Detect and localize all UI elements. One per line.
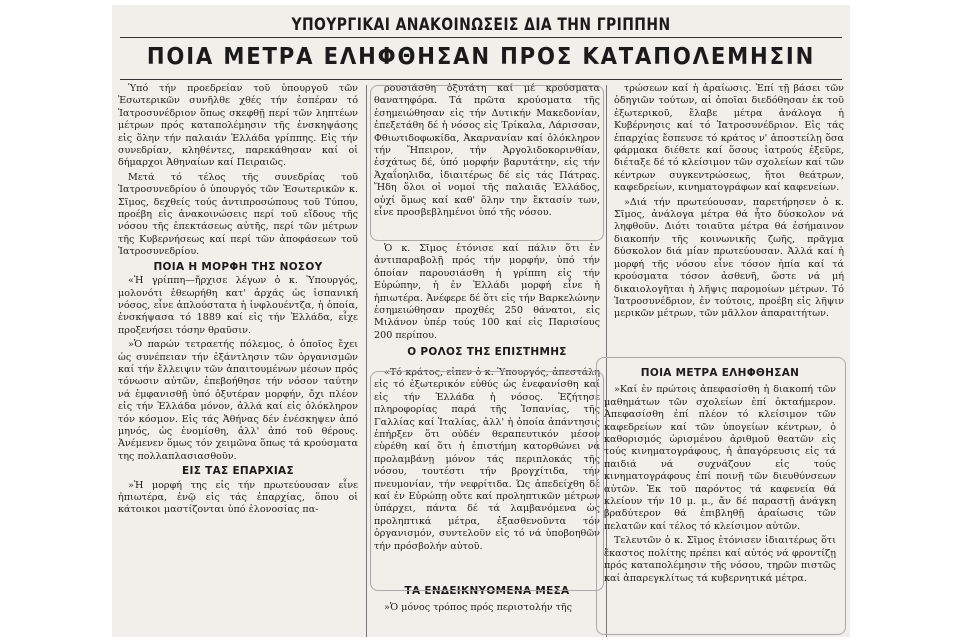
col2-middle-text bbox=[374, 243, 600, 359]
headline-ministerial-announcements: ΥΠΟΥΡΓΙΚΑΙ ΑΝΑΚΟΙΝΩΣΕΙΣ ΔΙΑ ΤΗΝ ΓΡΙΠΠΗΝ bbox=[291, 15, 671, 35]
highlight-box-col2-science bbox=[370, 371, 604, 591]
col1-paragraph-1: Ὑπό τήν προεδρείαν τοῦ ὑπουργοῦ τῶν Ἐσωτερικῶν συνῆλθε χθές τήν ἑσπέραν τό Ἰατροσυνέδριον ὅπως σκεφθῇ περί τῶν ληπτέων μέτρων πρός καταπολέμησιν τῆς ἐνσκηψάσης εἰς ὅλην τήν παλαιάν Ἑλλάδα γρίππης. Εἰς τήν συνεδρίαν, κληθέντες, παρεκάθησαν καί οἱ δήμαρχοι Ἀθηναίων καί Πειραιῶς. bbox=[118, 83, 358, 169]
col1-paragraph-4: »Ὁ παρών τετραετής πόλεμος, ὁ ὁποῖος ἔχει ὡς συνέπειαν τήν ἐξάντλησιν τῶν ὀργανισμῶν καί τήν ἔλλειψιν τῶν ἀπαιτουμένων μέσων πρός τόνωσιν αὐτῶν, ἐπεβοήθησε τήν νόσον ταύτην νά ἐμφανισθῇ ὑπό ὀξυτέραν μορφήν, ὄχι πλέον εἰς τήν Ἑλλάδα μόνον, ἀλλά καί εἰς ὁλόκληρον τόν κόσμον. Εἰς τάς Ἀθήνας δέν ἐνέσκηψεν ἀπό μηνός, ὡς ἐνομίσθη, ἀλλ' ἀπό τοῦ θέρους. Ἀνέμενεν ὅμως τόν χειμῶνα ὅπως τά κρούσματα της πολλαπλασιασθοῦν. bbox=[118, 339, 358, 462]
subheading-role-of-science: Ο ΡΟΛΟΣ ΤΗΣ ΕΠΙΣΤΗΜΗΣ bbox=[407, 346, 567, 359]
newspaper-page bbox=[112, 5, 850, 637]
subheading-form-of-disease: ΠΟΙΑ Η ΜΟΡΦΗ ΤΗΣ ΝΟΣΟΥ bbox=[153, 260, 323, 273]
subheading-indicated-means: ΤΑ ΕΝΔΕΙΚΝΥΟΜΕΝΑ ΜΕΣΑ bbox=[404, 585, 570, 597]
col1-paragraph-2: Μετά τό τέλος τῆς συνεδρίας τοῦ Ἰατροσυνεδρίου ὁ ὑπουργός τῶν Ἐσωτερικῶν κ. Σῖμος, δεχθείς τούς ἀντιπροσώπους τοῦ Τύπου, προέβη εἰς ἀνακοινώσεις περί τοῦ εἴδους τῆς νόσου τῆς ἐπεκτάσεως αὐτῆς, περί τῶν μέτρων τῆς Κυβερνήσεως καί περί τῶν ἀποφάσεων τοῦ Ἰατροσυνεδρίου. bbox=[118, 171, 358, 258]
highlight-box-col2-top bbox=[370, 85, 604, 241]
col1-paragraph-3: «Ἡ γρίππη—ἤρχισε λέγων ὁ κ. Ὑπουργός, μολονότι ἐθεωρήθη κατ' ἀρχάς ὡς ἱσπανική νόσος, εἶνε ἁπλούστατα ἡ ἰνφλουέντζα, ἡ ὁποία, ἐνσκήψασα τό 1889 καί εἰς τήν Ἑλλάδα, εἶχε προξενήσει τόσην θραῦσιν. bbox=[118, 275, 358, 336]
col2-paragraph-2: Ὁ κ. Σῖμος ἐτόνισε καί πάλιν ὅτι ἐν ἀντιπαραβολῇ πρός τήν μορφήν, ὑπό τήν ὁποίαν παρουσιάσθη ἡ γρίππη εἰς τήν Εὐρώπην, ἡ ἐν Ἑλλάδι μορφή εἶνε ἡ ἠπιωτέρα. Ἀνέφερε δέ ὅτι εἰς τήν Βαρκελώνην ἐσημειώθησαν προχθές 250 θάνατοι, εἰς Μιλάνον ὑπέρ τούς 100 καί εἰς Παρισίους 200 περίπου. bbox=[374, 243, 600, 341]
col3-paragraph-2: »Διά τήν πρωτεύουσαν, παρετήρησεν ὁ κ. Σῖμος, ἀνάλογα μέτρα θά ἦτο δύσκολον νά ληφθοῦν. Διότι τοιαῦτα μέτρα θά ἐσήμαινον διακοπήν τῆς κοινωνικῆς ζωῆς, πρᾶγμα δύσκολον διά μίαν πρωτεύουσαν. Ἀλλά καί ἡ μορφή τῆς νόσου εἶνε τόσον ἠπία καί τά κρούσματα τόσον ἀσθενῆ, ὥστε νά μή δικαιολογῆται ἡ λῆψις παρομοίων μέτρων. Τό Ἰατροσυνέδριον, ἐν τούτοις, προέβη εἰς λῆψιν μερικῶν μέτρων, τῶν μᾶλλον ἀπαραιτήτων. bbox=[614, 196, 844, 320]
box-paragraph-2: Τελευτῶν ὁ κ. Σῖμος ἐτόνισεν ἰδιαιτέρως ὅτι ἕκαστος πολίτης πρέπει καί αὐτός νά φροντίζῃ πρός καταπολέμησιν τῆς νόσου, τηρῶν πιστῶς καί ἀπαρεγκλίτως τά κυβερνητικά μέτρα. bbox=[604, 535, 836, 584]
header-divider-bottom bbox=[120, 79, 842, 80]
subheading-provinces: ΕΙΣ ΤΑΣ ΕΠΑΡΧΙΑΣ bbox=[182, 465, 294, 478]
column-divider-1 bbox=[366, 85, 367, 637]
box-paragraph-1: »Καί ἐν πρώτοις ἀπεφασίσθη ἡ διακοπή τῶν μαθημάτων τῶν σχολείων ἐπί ὀκταήμερον. Ἀπεφασίσθη ἐπί πλέον τό κλείσιμον τῶν καφεδρείων καί τῶν ὑπογείων κέντρων, ὁ καθορισμός ὡρισμένου ἀριθμοῦ θεατῶν εἰς τούς κινηματογράφους, ἡ ἀπαγόρευσις εἰς τά παιδιά νά συχνάζουν εἰς τούς κινηματογράφους ἐπί ποινῇ τῶν διευθύνσεων αὐτῶν. Ἐκ τοῦ παρόντος τά καφενεία θά κλείουν τήν 10 μ. μ., ἄν δέ παραστῇ ἀνάγκη βραδύτερον θά ἐπιβληθῇ ἀραίωσις τῶν πελατῶν καί τέλος τό κλείσιμον αὐτῶν. bbox=[604, 384, 836, 532]
header-divider-top bbox=[120, 37, 842, 38]
column-1 bbox=[118, 83, 358, 635]
col2-paragraph-1: ρουσιάσθη ὀξυτάτη καί μέ κρούσματα θανατηφόρα. Τά πρῶτα κρούσματα τῆς ἐσημειώθησαν εἰς τήν Δυτικήν Μακεδονίαν, ἐπεξετάθη δέ ἡ νόσος εἰς Τρίκαλα, Λάρισσαν, Φθιωτιδοφωκίδα, Ἀκαρνανίαν καί ὁλόκληρον τήν Ἤπειρον, τήν Ἀργολιδοκορινθίαν, ἐσχάτως δέ, ὑπό μορφήν βαρυτάτην, εἰς τήν Ἀχαΐοηλιδα, ἰδιαιτέρως δέ εἰς τάς Πάτρας. Ἤδη ὅλοι οἱ νομοί τῆς παλαιᾶς Ἑλλάδος, οὐχί ὅμως καί καθ' ὅλην την ἔκτασίν των, εἶνε προσβεβλημένοι ὑπό τῆς νόσου. bbox=[374, 83, 600, 219]
col1-paragraph-5: »Ἡ μορφή της εἰς τήν πρωτεύουσαν εἶνε ἠπιωτέρα, ἐνῷ εἰς τάς ἐπαρχίας, ὅπου οἱ κάτοικοι μαστίζονται ὑπό ἑλονοσίας πα- bbox=[118, 479, 358, 516]
measures-box-content bbox=[604, 363, 836, 629]
column-3 bbox=[614, 83, 844, 359]
col2-paragraph-4: »Ὁ μόνος τρόπος πρός περιστολήν τῆς bbox=[384, 602, 573, 614]
col3-paragraph-1: τρώσεων καί ἡ ἀραίωσις. Ἐπί τῇ βάσει τῶν ὁδηγιῶν τούτων, αἱ ὁποῖαι διεδόθησαν ἐκ τοῦ ἐξωτερικοῦ, ἔλαβε μέτρα ἀνάλογα ἡ Κυβέρνησις καί τό Ἰατροσυνέδριον. Εἰς τάς ἐπαρχίας ἔσπευσε τό κράτος ν' ἀποστείλῃ ὅσα φάρμακα διέθετε καί ὅσους ἰατρούς ἐξεῦρε, διέταξε δέ τό κλείσιμον τῶν σχολείων καί τῶν κέντρων συγκεντρώσεως, ἤτοι θεάτρων, καφεδρείων, κινηματογράφων καί καφενείων. bbox=[614, 83, 844, 194]
headline-measures-taken: ΠΟΙΑ ΜΕΤΡΑ ΕΛΗΦΘΗΣΑΝ ΠΡΟΣ ΚΑΤΑΠΟΛΕΜΗΣΙΝ bbox=[146, 44, 816, 70]
col2-paragraph-3: «Τό κράτος, εἶπεν ὁ κ. Ὑπουργός, ἀπεστάλη εἰς τό ἐξωτερικόν εὐθύς ὡς ἐνεφανίσθη καί εἰς τήν Ἑλλάδα ἡ νόσος. Ἐζήτησε πληροφορίας παρά τῆς Ἰσπανίας, τῆς Γαλλίας καί Ἰταλίας, ἀλλ' ἡ ὁποία ἀπάντησις ἐπήρξεν ὅτι οὐδέν θεραπευτικόν μέσον εὑρέθη καί ὅτι ἡ ἐπιστήμη κατορθώνει νά προλαμβάνῃ μόνον τάς περιπλοκάς τῆς νόσου, τουτέστι τήν βρογχίτιδα, τήν πνευμονίαν, τήν νεφρίτιδα. Ὡς ἀπεδείχθη δέ καί ἐν Εὐρώπῃ οὔτε καί προληπτικῶν μέτρων ὑπάρχει, πάντα δέ τά λαμβανόμενα ὡς προληπτικά μέτρα, ἐξασθενοῦντα τόν ὀργανισμόν, συντελοῦν εἰς τό νά ὑποβοηθῶν τήν πρόσβολήν αὐτοῦ. bbox=[374, 367, 600, 552]
box-title-measures-taken: ΠΟΙΑ ΜΕΤΡΑ ΕΛΗΦΘΗΣΑΝ bbox=[640, 367, 800, 379]
